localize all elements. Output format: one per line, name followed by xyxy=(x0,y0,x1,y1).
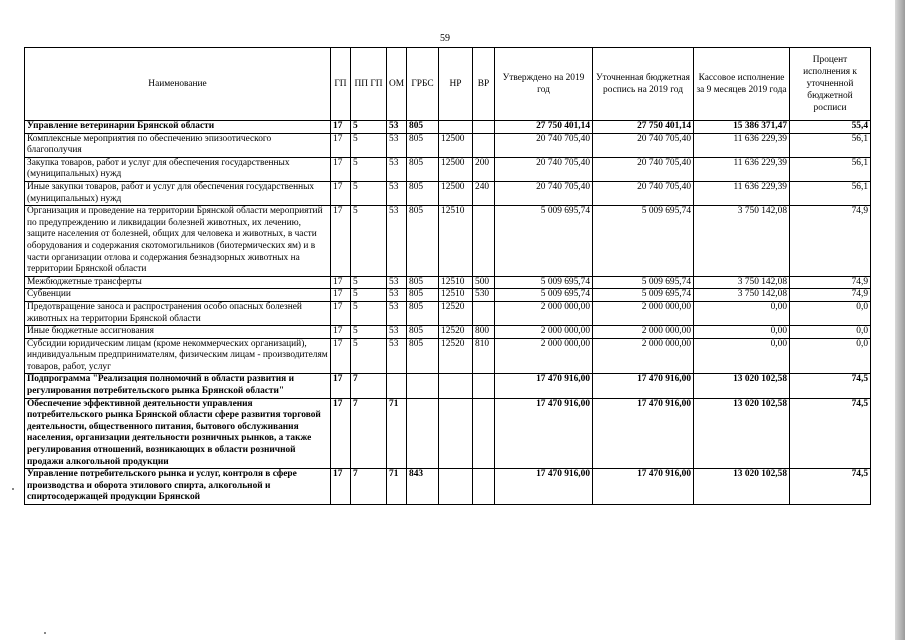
cell-grbs: 843 xyxy=(407,469,439,505)
cell-om: 53 xyxy=(387,133,407,157)
cell-np: 12500 xyxy=(439,157,473,181)
cell-grbs xyxy=(407,398,439,469)
cell-approved: 5 009 695,74 xyxy=(495,289,593,302)
budget-table xyxy=(24,47,871,505)
cell-approved: 17 470 916,00 xyxy=(495,398,593,469)
cell-ppgp: 5 xyxy=(351,276,387,289)
cell-grbs: 805 xyxy=(407,181,439,205)
cell-percent: 56,1 xyxy=(790,157,871,181)
cell-om: 53 xyxy=(387,289,407,302)
cell-cash: 13 020 102,58 xyxy=(694,469,790,505)
scan-edge-shadow xyxy=(895,0,905,640)
table-row xyxy=(25,338,871,374)
cell-gp: 17 xyxy=(331,157,351,181)
cell-om: 53 xyxy=(387,276,407,289)
cell-vr xyxy=(473,469,495,505)
cell-name: Управление ветеринарии Брянской области xyxy=(25,121,331,134)
cell-gp: 17 xyxy=(331,374,351,398)
cell-percent: 74,9 xyxy=(790,276,871,289)
cell-cash: 15 386 371,47 xyxy=(694,121,790,134)
header-refined: Уточненная бюджетная роспись на 2019 год xyxy=(593,48,694,121)
header-ppgp: ПП ГП xyxy=(351,48,387,121)
cell-vr: 530 xyxy=(473,289,495,302)
cell-grbs: 805 xyxy=(407,133,439,157)
cell-gp: 17 xyxy=(331,326,351,339)
cell-refined: 20 740 705,40 xyxy=(593,133,694,157)
cell-grbs: 805 xyxy=(407,289,439,302)
cell-refined: 2 000 000,00 xyxy=(593,301,694,325)
cell-cash: 3 750 142,08 xyxy=(694,289,790,302)
cell-vr xyxy=(473,121,495,134)
header-cash: Кассовое исполнение за 9 месяцев 2019 года xyxy=(694,48,790,121)
cell-approved: 20 740 705,40 xyxy=(495,157,593,181)
cell-percent: 74,9 xyxy=(790,206,871,277)
cell-ppgp: 7 xyxy=(351,469,387,505)
cell-approved: 20 740 705,40 xyxy=(495,133,593,157)
header-name: Наименование xyxy=(25,48,331,121)
cell-vr: 810 xyxy=(473,338,495,374)
header-percent: Процент исполнения к уточненной бюджетной росписи xyxy=(790,48,871,121)
cell-np: 12510 xyxy=(439,206,473,277)
cell-gp: 17 xyxy=(331,133,351,157)
cell-cash: 13 020 102,58 xyxy=(694,374,790,398)
header-vr: ВР xyxy=(473,48,495,121)
cell-gp: 17 xyxy=(331,121,351,134)
cell-np xyxy=(439,469,473,505)
cell-grbs: 805 xyxy=(407,157,439,181)
cell-name: Обеспечение эффективной деятельности управления потребительского рынка Брянской области сфере развития торговой деятельности, общественного питания, бытового обслуживания населения, организации деятельности розничных рынков, а также регулирования отношений, возникающих в области розничной продажи алкогольной продукции xyxy=(25,398,331,469)
cell-percent: 55,4 xyxy=(790,121,871,134)
header-om: ОМ xyxy=(387,48,407,121)
table-row xyxy=(25,398,871,469)
cell-ppgp: 5 xyxy=(351,206,387,277)
cell-refined: 2 000 000,00 xyxy=(593,338,694,374)
cell-ppgp: 5 xyxy=(351,157,387,181)
cell-np: 12510 xyxy=(439,289,473,302)
cell-percent: 74,5 xyxy=(790,398,871,469)
cell-refined: 17 470 916,00 xyxy=(593,374,694,398)
cell-ppgp: 5 xyxy=(351,121,387,134)
cell-cash: 0,00 xyxy=(694,326,790,339)
cell-vr xyxy=(473,301,495,325)
cell-grbs: 805 xyxy=(407,326,439,339)
cell-percent: 0,0 xyxy=(790,326,871,339)
table-row xyxy=(25,133,871,157)
cell-name: Субсидии юридическим лицам (кроме некоммерческих организаций), индивидуальным предпринимателям, физическим лицам - производителям товаров, работ, услуг xyxy=(25,338,331,374)
cell-np: 12520 xyxy=(439,338,473,374)
cell-vr xyxy=(473,206,495,277)
cell-np: 12520 xyxy=(439,326,473,339)
cell-name: Межбюджетные трансферты xyxy=(25,276,331,289)
cell-approved: 2 000 000,00 xyxy=(495,338,593,374)
cell-cash: 13 020 102,58 xyxy=(694,398,790,469)
cell-grbs: 805 xyxy=(407,338,439,374)
cell-name: Подпрограмма "Реализация полномочий в области развития и регулирования потребительского рынка Брянской области" xyxy=(25,374,331,398)
cell-gp: 17 xyxy=(331,289,351,302)
table-row xyxy=(25,374,871,398)
cell-approved: 17 470 916,00 xyxy=(495,469,593,505)
cell-approved: 5 009 695,74 xyxy=(495,276,593,289)
scan-speck xyxy=(12,488,14,490)
cell-gp: 17 xyxy=(331,469,351,505)
cell-percent: 56,1 xyxy=(790,133,871,157)
cell-refined: 5 009 695,74 xyxy=(593,276,694,289)
cell-grbs xyxy=(407,374,439,398)
cell-grbs: 805 xyxy=(407,121,439,134)
cell-ppgp: 5 xyxy=(351,289,387,302)
cell-vr: 240 xyxy=(473,181,495,205)
cell-refined: 5 009 695,74 xyxy=(593,206,694,277)
cell-name: Иные закупки товаров, работ и услуг для обеспечения государственных (муниципальных) нужд xyxy=(25,181,331,205)
header-gp: ГП xyxy=(331,48,351,121)
cell-gp: 17 xyxy=(331,338,351,374)
cell-refined: 17 470 916,00 xyxy=(593,398,694,469)
cell-om: 53 xyxy=(387,206,407,277)
cell-refined: 5 009 695,74 xyxy=(593,289,694,302)
page-number: 59 xyxy=(440,33,450,44)
cell-om: 53 xyxy=(387,326,407,339)
cell-gp: 17 xyxy=(331,181,351,205)
table-row xyxy=(25,121,871,134)
table-row xyxy=(25,181,871,205)
cell-name: Субвенции xyxy=(25,289,331,302)
cell-vr xyxy=(473,398,495,469)
table-row xyxy=(25,301,871,325)
cell-gp: 17 xyxy=(331,276,351,289)
cell-ppgp: 5 xyxy=(351,181,387,205)
cell-percent: 74,5 xyxy=(790,469,871,505)
cell-approved: 27 750 401,14 xyxy=(495,121,593,134)
cell-np: 12500 xyxy=(439,133,473,157)
cell-cash: 3 750 142,08 xyxy=(694,206,790,277)
cell-percent: 56,1 xyxy=(790,181,871,205)
cell-grbs: 805 xyxy=(407,206,439,277)
cell-grbs: 805 xyxy=(407,301,439,325)
cell-vr xyxy=(473,374,495,398)
cell-percent: 74,5 xyxy=(790,374,871,398)
cell-percent: 0,0 xyxy=(790,338,871,374)
table-row xyxy=(25,289,871,302)
cell-refined: 17 470 916,00 xyxy=(593,469,694,505)
cell-name: Управление потребительского рынка и услуг, контроля в сфере производства и оборота этилового спирта, алкогольной и спиртосодержащей продукции Брянской xyxy=(25,469,331,505)
cell-gp: 17 xyxy=(331,206,351,277)
table-row xyxy=(25,326,871,339)
cell-om xyxy=(387,374,407,398)
cell-approved: 2 000 000,00 xyxy=(495,326,593,339)
cell-approved: 17 470 916,00 xyxy=(495,374,593,398)
cell-om: 53 xyxy=(387,121,407,134)
cell-om: 71 xyxy=(387,398,407,469)
cell-vr: 200 xyxy=(473,157,495,181)
cell-cash: 11 636 229,39 xyxy=(694,157,790,181)
cell-name: Иные бюджетные ассигнования xyxy=(25,326,331,339)
cell-np: 12510 xyxy=(439,276,473,289)
table-row xyxy=(25,276,871,289)
cell-refined: 27 750 401,14 xyxy=(593,121,694,134)
cell-cash: 11 636 229,39 xyxy=(694,181,790,205)
table-row xyxy=(25,469,871,505)
cell-approved: 20 740 705,40 xyxy=(495,181,593,205)
cell-name: Предотвращение заноса и распространения особо опасных болезней животных на территории Брянской области xyxy=(25,301,331,325)
cell-refined: 20 740 705,40 xyxy=(593,181,694,205)
cell-np xyxy=(439,374,473,398)
cell-np xyxy=(439,398,473,469)
scan-speck xyxy=(44,632,46,634)
cell-refined: 20 740 705,40 xyxy=(593,157,694,181)
table-header-row xyxy=(25,48,871,121)
header-np: НР xyxy=(439,48,473,121)
cell-refined: 2 000 000,00 xyxy=(593,326,694,339)
cell-om: 53 xyxy=(387,338,407,374)
cell-vr: 800 xyxy=(473,326,495,339)
cell-cash: 11 636 229,39 xyxy=(694,133,790,157)
cell-om: 53 xyxy=(387,181,407,205)
cell-cash: 3 750 142,08 xyxy=(694,276,790,289)
cell-percent: 0,0 xyxy=(790,301,871,325)
cell-np xyxy=(439,121,473,134)
cell-vr xyxy=(473,133,495,157)
table-row xyxy=(25,157,871,181)
cell-ppgp: 5 xyxy=(351,338,387,374)
cell-name: Закупка товаров, работ и услуг для обеспечения государственных (муниципальных) нужд xyxy=(25,157,331,181)
cell-om: 53 xyxy=(387,157,407,181)
cell-ppgp: 7 xyxy=(351,374,387,398)
cell-name: Комплексные мероприятия по обеспечению эпизоотического благополучия xyxy=(25,133,331,157)
header-approved: Утверждено на 2019 год xyxy=(495,48,593,121)
cell-percent: 74,9 xyxy=(790,289,871,302)
header-grbs: ГРБС xyxy=(407,48,439,121)
cell-name: Организация и проведение на территории Брянской области мероприятий по предупреждению и ликвидации болезней животных, их лечению, защите населения от болезней, общих для человека и животных, в части оборудования и содержания скотомогильников (биотермических ям) и в части организации отлова и содержания безнадзорных животных на территории Брянской области xyxy=(25,206,331,277)
cell-cash: 0,00 xyxy=(694,301,790,325)
cell-approved: 2 000 000,00 xyxy=(495,301,593,325)
cell-np: 12500 xyxy=(439,181,473,205)
cell-cash: 0,00 xyxy=(694,338,790,374)
cell-vr: 500 xyxy=(473,276,495,289)
cell-gp: 17 xyxy=(331,398,351,469)
cell-ppgp: 5 xyxy=(351,326,387,339)
cell-ppgp: 5 xyxy=(351,301,387,325)
cell-approved: 5 009 695,74 xyxy=(495,206,593,277)
cell-ppgp: 7 xyxy=(351,398,387,469)
cell-ppgp: 5 xyxy=(351,133,387,157)
table-row xyxy=(25,206,871,277)
cell-grbs: 805 xyxy=(407,276,439,289)
cell-gp: 17 xyxy=(331,301,351,325)
cell-om: 53 xyxy=(387,301,407,325)
cell-om: 71 xyxy=(387,469,407,505)
cell-np: 12520 xyxy=(439,301,473,325)
